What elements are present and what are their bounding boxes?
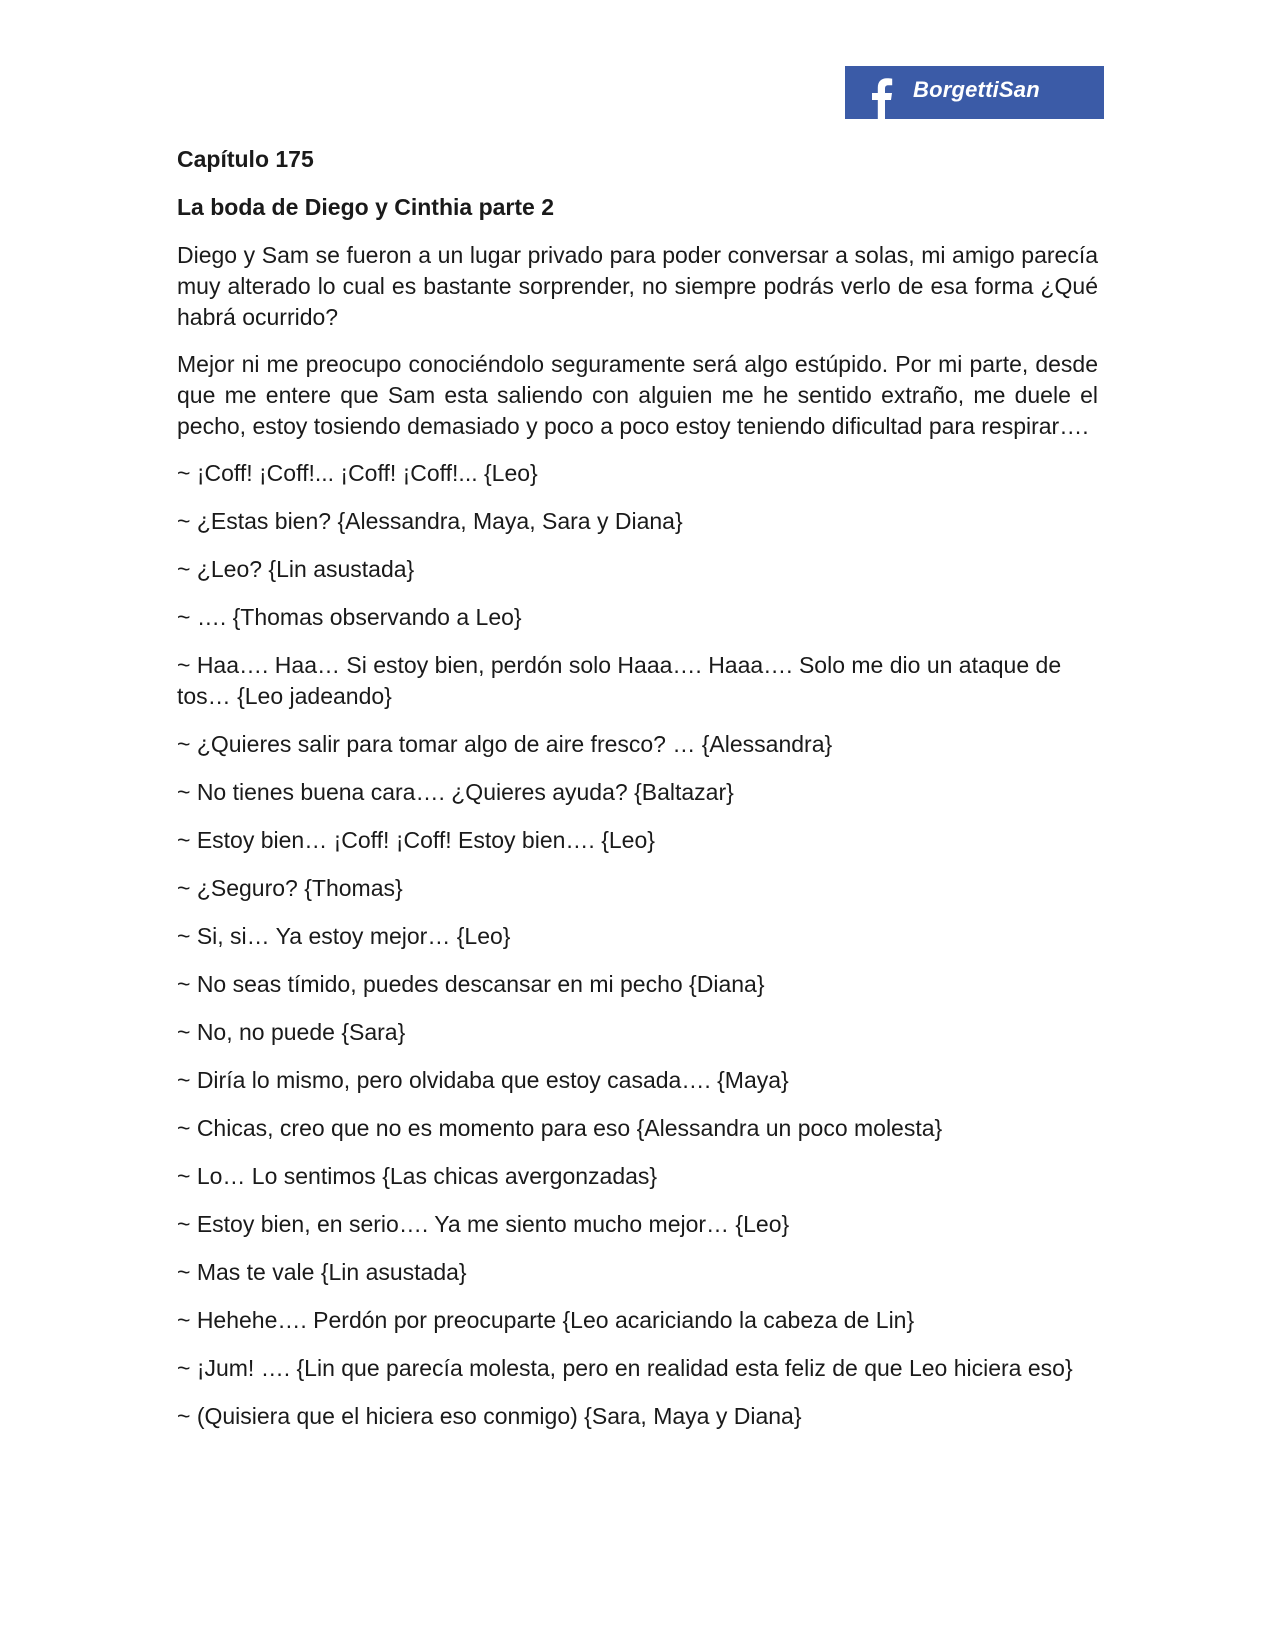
dialogue-line: ~ Estoy bien, en serio…. Ya me siento mucho mejor… {Leo}	[177, 1211, 790, 1237]
dialogue-line: ~ Hehehe…. Perdón por preocuparte {Leo acariciando la cabeza de Lin}	[177, 1307, 915, 1333]
dialogue-line: ~ No, no puede {Sara}	[177, 1019, 406, 1045]
facebook-badge	[845, 66, 1104, 119]
dialogue-line: ~ ¿Estas bien? {Alessandra, Maya, Sara y Diana}	[177, 508, 683, 534]
dialogue-line: ~ Estoy bien… ¡Coff! ¡Coff! Estoy bien…. {Leo}	[177, 827, 655, 853]
dialogue-line: ~ Mas te vale {Lin asustada}	[177, 1259, 467, 1285]
dialogue-line: ~ ¡Jum! …. {Lin que parecía molesta, pero en realidad esta feliz de que Leo hiciera eso}	[177, 1355, 1073, 1381]
dialogue-line: ~ Diría lo mismo, pero olvidaba que estoy casada…. {Maya}	[177, 1067, 789, 1093]
chapter-number: Capítulo 175	[177, 146, 314, 172]
dialogue-line: ~ ¡Coff! ¡Coff!... ¡Coff! ¡Coff!... {Leo}	[177, 460, 538, 486]
dialogue-line: ~ Lo… Lo sentimos {Las chicas avergonzadas}	[177, 1163, 658, 1189]
badge-name: BorgettiSan	[913, 77, 1040, 102]
dialogue-line: ~ ¿Leo? {Lin asustada}	[177, 556, 415, 582]
dialogue-line: ~ No seas tímido, puedes descansar en mi pecho {Diana}	[177, 971, 765, 997]
dialogue-line: ~ (Quisiera que el hiciera eso conmigo) {Sara, Maya y Diana}	[177, 1403, 802, 1429]
dialogue-line: ~ …. {Thomas observando a Leo}	[177, 604, 522, 630]
dialogue-line: ~ Si, si… Ya estoy mejor… {Leo}	[177, 923, 511, 949]
paragraph: Mejor ni me preocupo conociéndolo seguramente será algo estúpido. Por mi parte, desde que me entere que Sam esta saliendo con alguien me he sentido extraño, me duele el pecho, estoy tosiendo demasiado y poco a poco estoy teniendo dificultad para respirar….	[177, 351, 1098, 439]
dialogue-line: ~ Chicas, creo que no es momento para eso {Alessandra un poco molesta}	[177, 1115, 943, 1141]
dialogue-line: ~ No tienes buena cara…. ¿Quieres ayuda? {Baltazar}	[177, 779, 734, 805]
facebook-icon	[863, 74, 899, 119]
chapter-title: La boda de Diego y Cinthia parte 2	[177, 194, 555, 220]
dialogue-line: ~ Haa…. Haa… Si estoy bien, perdón solo Haaa…. Haaa…. Solo me dio un ataque de tos… {Leo jadeando}	[177, 652, 1062, 709]
dialogue-line: ~ ¿Quieres salir para tomar algo de aire fresco? … {Alessandra}	[177, 731, 833, 757]
dialogue-line: ~ ¿Seguro? {Thomas}	[177, 875, 403, 901]
document-body	[177, 144, 1098, 1449]
paragraph: Diego y Sam se fueron a un lugar privado para poder conversar a solas, mi amigo parecía muy alterado lo cual es bastante sorprender, no siempre podrás verlo de esa forma ¿Qué habrá ocurrido?	[177, 242, 1098, 330]
